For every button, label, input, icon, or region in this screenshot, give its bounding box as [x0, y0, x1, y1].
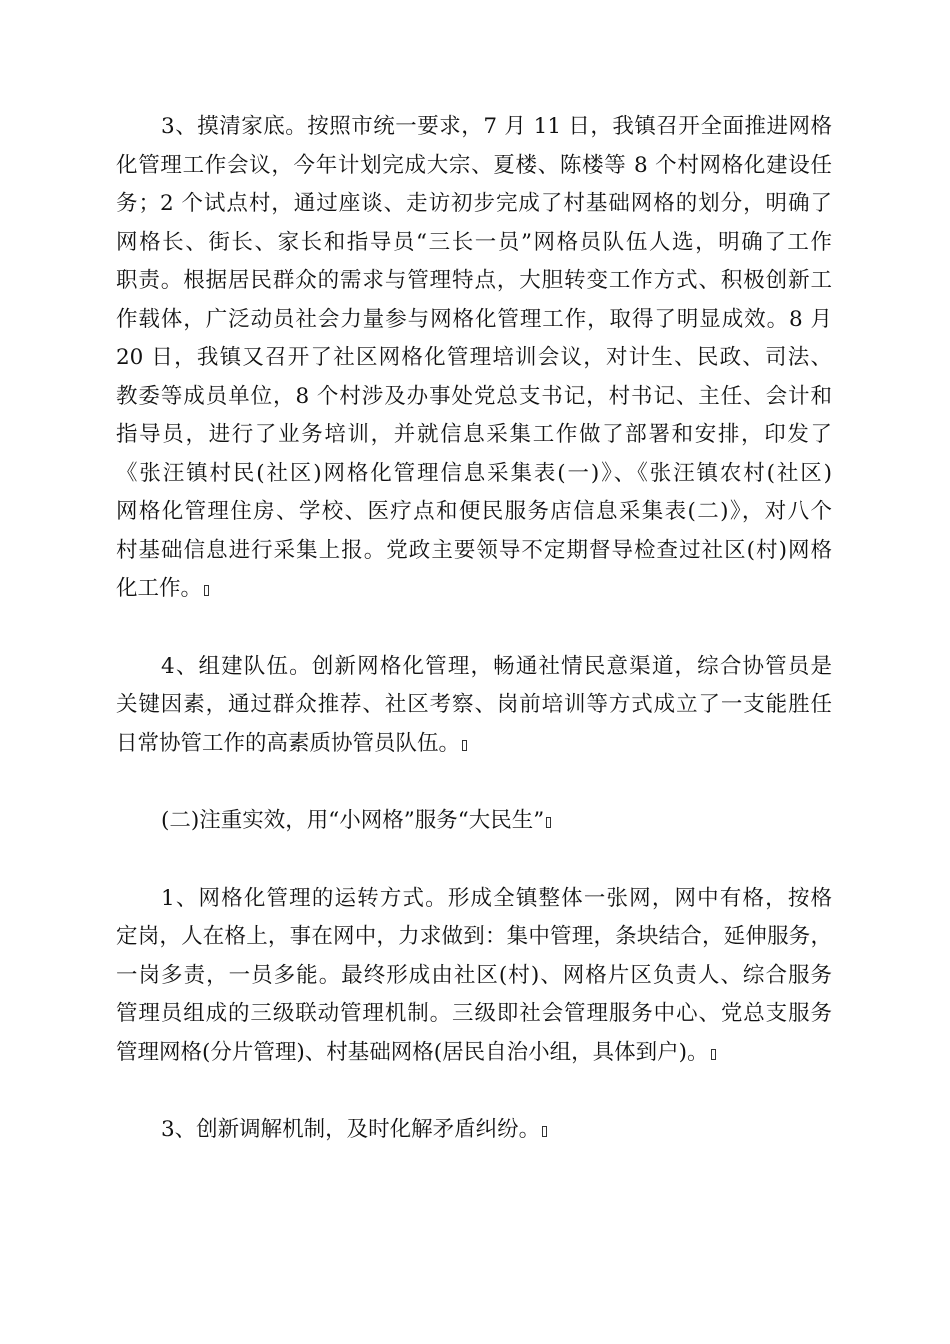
text-line: 20 日，我镇又召开了社区网格化管理培训会议，对计生、民政、司法、 — [116, 345, 832, 370]
section-heading — [116, 802, 832, 841]
paragraph-mark-icon — [711, 1049, 716, 1060]
paragraph-team — [116, 648, 832, 764]
paragraph-mark-icon — [546, 817, 551, 828]
text-line-last — [116, 1111, 832, 1150]
text-line: 关键因素，通过群众推荐、社区考察、岗前培训等方式成立了一支能胜任 — [116, 692, 832, 717]
document-page — [116, 108, 832, 1189]
text-line: 管理员组成的三级联动管理机制。三级即社会管理服务中心、党总支服务 — [116, 1001, 832, 1026]
text-line: 指导员，进行了业务培训，并就信息采集工作做了部署和安排，印发了 — [116, 422, 832, 447]
text-line-last — [116, 725, 832, 764]
text-line: 作载体，广泛动员社会力量参与网格化管理工作，取得了明显成效。8 月 — [116, 306, 832, 332]
text-line: 网格化管理住房、学校、医疗点和便民服务店信息采集表(二)》，对八个 — [116, 499, 832, 524]
text-line: 职责。根据居民群众的需求与管理特点，大胆转变工作方式、积极创新工 — [116, 268, 832, 293]
text-segment: 管理网格(分片管理)、村基础网格(居民自治小组，具体到户)。 — [116, 1039, 709, 1065]
text-line-last — [116, 570, 832, 609]
text-line: 化管理工作会议，今年计划完成大宗、夏楼、陈楼等 8 个村网格化建设任 — [116, 152, 832, 178]
text-line: 定岗，人在格上，事在网中，力求做到：集中管理，条块结合，延伸服务， — [116, 924, 832, 949]
text-line: 一岗多责，一员多能。最终形成由社区(村)、网格片区负责人、综合服务 — [116, 962, 832, 988]
text-line: 1、网格化管理的运转方式。形成全镇整体一张网，网中有格，按格 — [161, 885, 832, 911]
text-line-last — [116, 802, 832, 841]
text-line: 村基础信息进行采集上报。党政主要领导不定期督导检查过社区(村)网格 — [116, 537, 832, 563]
text-segment: 化工作。 — [116, 576, 203, 601]
text-line: 4、组建队伍。创新网格化管理，畅通社情民意渠道，综合协管员是 — [161, 653, 832, 679]
text-line-last — [116, 1034, 832, 1073]
text-segment: (二)注重实效，用“小网格”服务“大民生” — [161, 808, 545, 833]
paragraph-mark-icon — [542, 1126, 547, 1137]
text-line: 教委等成员单位，8 个村涉及办事处党总支书记，村书记、主任、会计和 — [116, 383, 832, 409]
paragraph-survey — [116, 108, 832, 609]
text-segment: 3、创新调解机制，及时化解矛盾纠纷。 — [161, 1117, 541, 1142]
paragraph-operation — [116, 880, 832, 1073]
text-line: 务；2 个试点村，通过座谈、走访初步完成了村基础网格的划分，明确了 — [116, 191, 832, 216]
text-line: 3、摸清家底。按照市统一要求，7 月 11 日，我镇召开全面推进网格 — [161, 114, 832, 139]
paragraph-mark-icon — [462, 740, 467, 751]
paragraph-mark-icon — [204, 585, 209, 596]
text-line: 《张汪镇村民(社区)网格化管理信息采集表(一)》、《张汪镇农村(社区) — [116, 460, 832, 486]
paragraph-mediation — [116, 1111, 832, 1150]
text-line: 网格长、街长、家长和指导员“三长一员”网格员队伍人选，明确了工作 — [116, 229, 832, 255]
text-segment: 日常协管工作的高素质协管员队伍。 — [116, 730, 461, 756]
